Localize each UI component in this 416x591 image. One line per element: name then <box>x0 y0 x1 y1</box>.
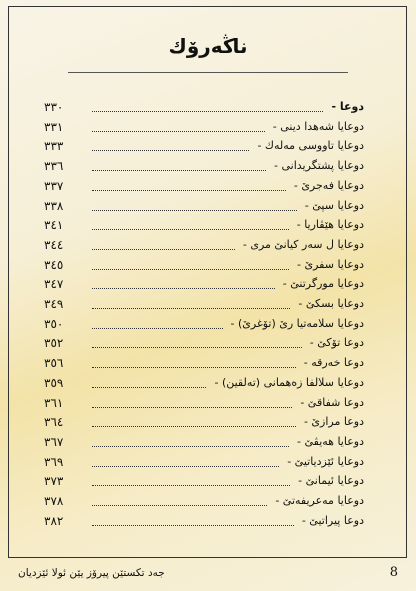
toc-page-number: ٣٦٧ <box>44 434 64 449</box>
toc-entry <box>0 492 416 512</box>
dot-leader <box>92 505 267 506</box>
toc-entry-title: دوعايا سلالفا زەهمانى (تەلقين) - <box>214 375 364 389</box>
toc-entry <box>0 256 416 276</box>
dot-leader <box>92 426 296 427</box>
toc-entry-title: دوعايا ئێزدياتيێ - <box>287 454 364 468</box>
toc-entry <box>0 453 416 473</box>
dot-leader <box>92 190 286 191</box>
dot-leader <box>92 249 235 250</box>
dot-leader <box>92 367 296 368</box>
toc-page-number: ٣٤٩ <box>44 297 64 311</box>
toc-entry <box>0 354 416 374</box>
title-divider <box>68 72 348 73</box>
toc-page-number: ٣٣١ <box>44 119 64 134</box>
toc-entry <box>0 374 416 394</box>
toc-page-number: ٣٤١ <box>44 218 64 233</box>
toc-entry-title: دوعايا مورگرتنێ - <box>282 277 364 291</box>
toc-entry <box>0 98 416 118</box>
toc-entry-title: دوعايا تاووسى مەلەك - <box>257 139 364 153</box>
toc-entry-title: دوعايا مەعريفەتێ - <box>275 494 364 507</box>
toc-page-number: ٣٣٣ <box>44 139 64 154</box>
toc-entry <box>0 216 416 236</box>
toc-entry <box>0 433 416 453</box>
toc-page-number: ٣٧٣ <box>44 474 64 489</box>
toc-entry <box>0 275 416 295</box>
toc-page-number: ٣٨٢ <box>44 513 64 528</box>
toc-entry <box>0 157 416 177</box>
toc-page-number: ٣٣٠ <box>44 100 64 114</box>
toc-entry <box>0 197 416 217</box>
toc-page-number: ٣٦٩ <box>44 454 64 469</box>
dot-leader <box>92 170 266 171</box>
toc-page-number: ٣٤٧ <box>44 277 64 292</box>
toc-page-number: ٣٥٠ <box>44 316 64 331</box>
toc-page-number: ٣٣٧ <box>44 178 64 193</box>
dot-leader <box>92 131 265 132</box>
dot-leader <box>92 229 289 230</box>
dot-leader <box>92 407 292 408</box>
dot-leader <box>92 288 275 289</box>
dot-leader <box>92 328 223 329</box>
toc-entry <box>0 118 416 138</box>
toc-entry-title: دوعا خەرقە - <box>303 356 364 370</box>
toc-entry-title: دوعايا شەهدا دينى - <box>272 119 364 133</box>
toc-entry <box>0 177 416 197</box>
toc-page-number: ٣٣٦ <box>44 159 64 174</box>
toc-page-number: ٣٦٤ <box>44 415 64 430</box>
toc-entry-title: دوعايا سپێ - <box>304 198 364 212</box>
dot-leader <box>92 111 323 112</box>
dot-leader <box>92 150 249 151</box>
toc-entry-title: دوعايا سفرێ - <box>297 257 364 271</box>
toc-entry-title: دوعا مرازێ - <box>303 415 364 429</box>
toc-entry <box>0 334 416 354</box>
toc-entry <box>0 413 416 433</box>
toc-entry <box>0 236 416 256</box>
page-number: 8 <box>389 565 398 580</box>
footer-book-title: جەد تكستێن پيرۆز يێن ئولا ئێزديان <box>18 567 165 579</box>
toc-page-number: ٣٥٩ <box>44 375 64 390</box>
toc-entry-title: دوعايا فەجرێ - <box>293 178 364 192</box>
toc-entry <box>0 394 416 414</box>
toc-page-number: ٣٣٨ <box>44 198 64 213</box>
toc-page-number: ٣٥٦ <box>44 356 64 371</box>
toc-entry <box>0 472 416 492</box>
toc-entry <box>0 512 416 532</box>
toc-entry-title: دوعا تۆكێ - <box>309 336 364 350</box>
toc-entry-title: دوعا - <box>331 100 364 113</box>
dot-leader <box>92 269 289 270</box>
toc-page-number: ٣٤٥ <box>44 257 64 272</box>
toc-entry <box>0 137 416 157</box>
toc-entry-title: دوعايا ئيمانێ - <box>298 474 364 488</box>
toc-entry-title: دوعا پيراتيێ - <box>301 513 364 527</box>
dot-leader <box>92 387 206 388</box>
toc-entry <box>0 315 416 335</box>
dot-leader <box>92 485 290 486</box>
toc-entry-title: دوعايا سلامەتيا رێ (تۆغرێ) - <box>230 316 364 330</box>
dot-leader <box>92 210 297 211</box>
toc-entry-title: دوعايا پشتگريدانى - <box>274 159 364 173</box>
toc-entry-title: دوعا شفاقێ - <box>300 395 364 409</box>
dot-leader <box>92 308 290 309</box>
dot-leader <box>92 466 279 467</box>
dot-leader <box>92 446 289 447</box>
toc-entry-title: دوعايا هەيڤێ - <box>297 434 364 448</box>
toc-entry-title: دوعايا بسكێ - <box>298 297 364 310</box>
toc-page-number: ٣٥٢ <box>44 336 64 351</box>
toc-entry <box>0 295 416 315</box>
toc-page-number: ٣٤٤ <box>44 237 64 252</box>
toc-page-number: ٣٦١ <box>44 395 64 410</box>
page-title: ناڭەرۆك <box>168 34 248 58</box>
toc-page-number: ٣٧٨ <box>44 494 64 508</box>
toc-entry-title: دوعايا هێڤاريا - <box>296 218 364 232</box>
toc-entry-title: دوعايا ل سەر كيانێ مرى - <box>242 237 364 251</box>
dot-leader <box>92 347 302 348</box>
dot-leader <box>92 525 294 526</box>
